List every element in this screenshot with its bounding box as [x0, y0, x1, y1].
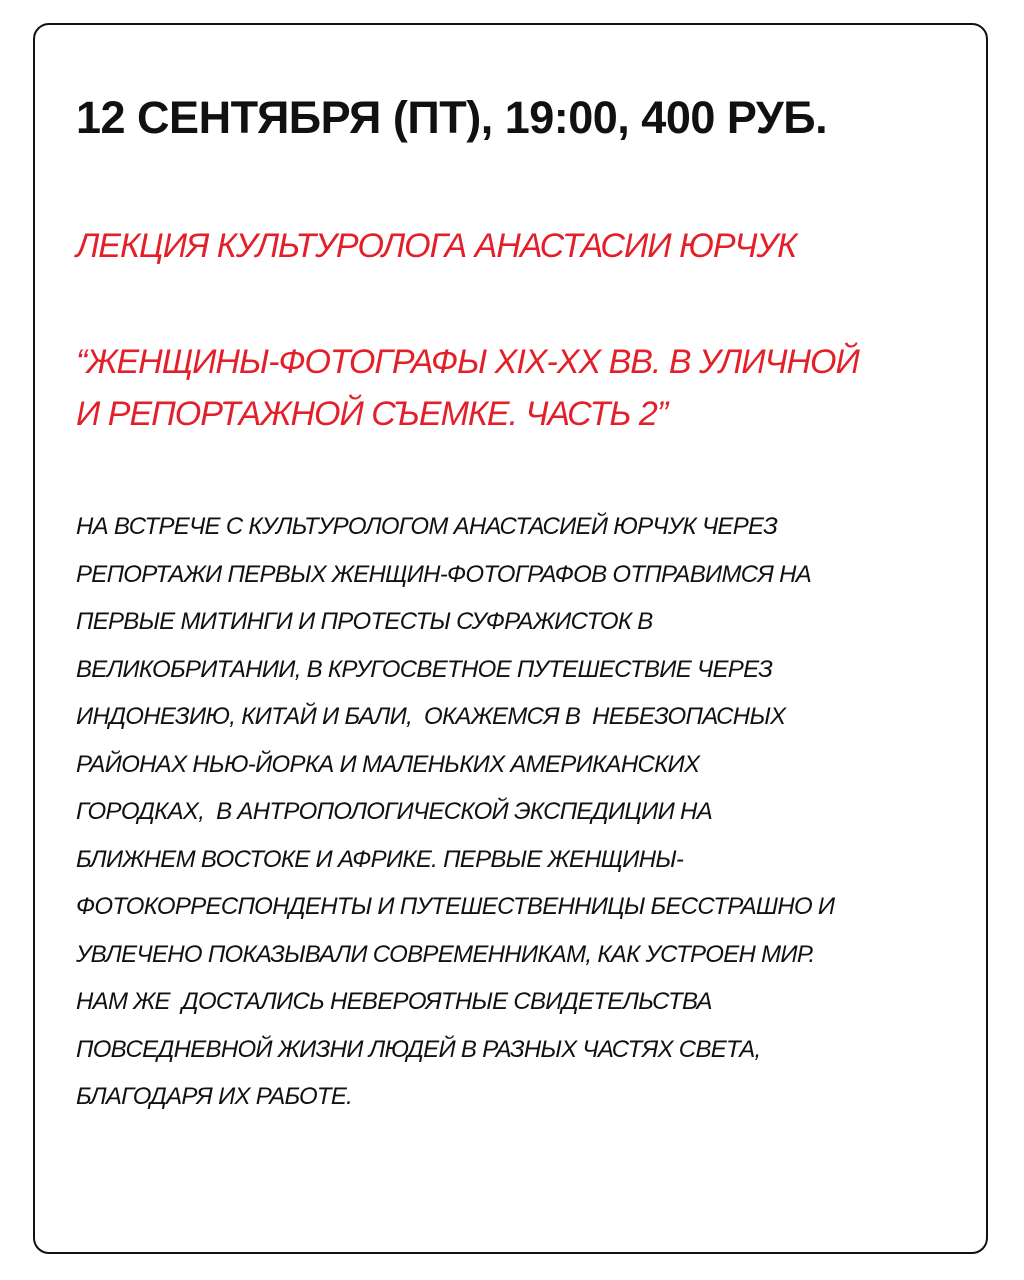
- lecture-title-line: И РЕПОРТАЖНОЙ СЪЕМКЕ. ЧАСТЬ 2”: [76, 395, 668, 433]
- description-line: ПЕРВЫЕ МИТИНГИ И ПРОТЕСТЫ СУФРАЖИСТОК В: [76, 608, 653, 635]
- description-line: ИНДОНЕЗИЮ, КИТАЙ И БАЛИ, ОКАЖЕМСЯ В НЕБЕЗОПАСНЫХ: [76, 703, 786, 730]
- lecture-title: [76, 336, 956, 440]
- lecture-title-line: “ЖЕНЩИНЫ-ФОТОГРАФЫ XIX-XX ВВ. В УЛИЧНОЙ: [76, 343, 859, 381]
- event-date-price-heading: 12 СЕНТЯБРЯ (ПТ), 19:00, 400 РУБ.: [76, 92, 828, 143]
- description-line: НАМ ЖЕ ДОСТАЛИСЬ НЕВЕРОЯТНЫЕ СВИДЕТЕЛЬСТВА: [76, 988, 712, 1015]
- description-line: ВЕЛИКОБРИТАНИИ, В КРУГОСВЕТНОЕ ПУТЕШЕСТВИЕ ЧЕРЕЗ: [76, 655, 773, 683]
- description-line: БЛИЖНЕМ ВОСТОКЕ И АФРИКЕ. ПЕРВЫЕ ЖЕНЩИНЫ-: [76, 845, 684, 873]
- description-line: РЕПОРТАЖИ ПЕРВЫХ ЖЕНЩИН-ФОТОГРАФОВ ОТПРАВИМСЯ НА: [76, 560, 812, 588]
- description-line: ГОРОДКАХ, В АНТРОПОЛОГИЧЕСКОЙ ЭКСПЕДИЦИИ НА: [76, 798, 712, 825]
- description-line: ПОВСЕДНЕВНОЙ ЖИЗНИ ЛЮДЕЙ В РАЗНЫХ ЧАСТЯХ СВЕТА,: [76, 1035, 761, 1063]
- description-line: НА ВСТРЕЧЕ С КУЛЬТУРОЛОГОМ АНАСТАСИЕЙ ЮРЧУК ЧЕРЕЗ: [76, 513, 778, 540]
- description-line: ФОТОКОРРЕСПОНДЕНТЫ И ПУТЕШЕСТВЕННИЦЫ БЕССТРАШНО И: [76, 893, 835, 920]
- description-line: БЛАГОДАРЯ ИХ РАБОТЕ.: [76, 1083, 353, 1110]
- lecture-lecturer-line: ЛЕКЦИЯ КУЛЬТУРОЛОГА АНАСТАСИИ ЮРЧУК: [76, 227, 797, 265]
- description-line: УВЛЕЧЕНО ПОКАЗЫВАЛИ СОВРЕМЕННИКАМ, КАК УСТРОЕН МИР.: [76, 940, 815, 968]
- description-line: РАЙОНАХ НЬЮ-ЙОРКА И МАЛЕНЬКИХ АМЕРИКАНСКИХ: [76, 750, 700, 778]
- lecture-description: [76, 503, 966, 1121]
